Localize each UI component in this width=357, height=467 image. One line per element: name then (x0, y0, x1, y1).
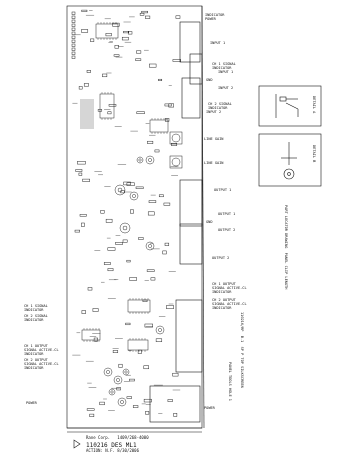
component-outline (173, 60, 181, 62)
output2-connector (180, 224, 202, 264)
component-outline (136, 59, 141, 61)
component-outline (79, 86, 82, 89)
capacitor-pad (123, 226, 127, 230)
component-outline (144, 366, 149, 369)
capacitor-pad (148, 244, 151, 247)
component-outline (123, 240, 127, 242)
capacitor-outline (115, 185, 125, 195)
component-outline (136, 187, 143, 189)
component-outline (121, 191, 125, 193)
header-pin (72, 20, 75, 23)
component-outline (166, 306, 173, 309)
component-outline (143, 300, 147, 302)
power-left-label: POWER (26, 401, 37, 405)
potentiometer-knob (172, 158, 180, 166)
capacitor-outline (114, 376, 122, 384)
component-outline (126, 323, 131, 325)
component-outline (113, 350, 118, 352)
component-outline (106, 33, 112, 36)
header-pin (72, 36, 75, 39)
capacitor-pad (125, 371, 127, 373)
component-outline (149, 201, 156, 203)
component-outline (147, 270, 154, 272)
ic-outline (82, 330, 100, 340)
capacitor-outline (123, 369, 129, 375)
component-outline (79, 173, 82, 175)
capacitor-pad (139, 159, 141, 161)
component-outline (117, 388, 121, 391)
component-outline (139, 237, 144, 239)
input2-low-label: INPUT 2 (206, 110, 222, 114)
component-outline (163, 251, 167, 254)
input1-top-label: INPUT 1 (210, 41, 226, 45)
capacitor-outline (130, 192, 138, 200)
header-pin (72, 40, 75, 43)
capacitor-outline (156, 326, 164, 334)
component-outline (140, 13, 144, 15)
capacitor-outline (137, 157, 143, 163)
header-pin (72, 16, 75, 19)
component-outline (138, 350, 141, 353)
header-pin (72, 48, 75, 51)
component-outline (165, 243, 169, 246)
ch1-output-indicator-right-label: CH 1 OUTPUT SIGNAL ACTIVE-CL INDICATOR (212, 282, 247, 294)
ch2-output-indicator-left-label: CH 2 OUTPUT SIGNAL ACTIVE-CL INDICATOR (24, 358, 59, 370)
capacitor-outline (146, 242, 154, 250)
capacitor-outline (120, 223, 130, 233)
component-outline (133, 406, 138, 408)
component-outline (75, 230, 80, 232)
ic-outline (150, 120, 168, 132)
capacitor-pad (158, 328, 161, 331)
board-outline (67, 6, 202, 428)
output2-mid-label: OUTPUT 2 (218, 228, 236, 232)
header-pin (72, 44, 75, 47)
title-block-company: Rane Corp. 1409/268-4000 (86, 435, 149, 440)
ch1-signal-indicator-label: CH 1 SIGNAL INDICATOR (212, 62, 236, 70)
capacitor-pad (120, 400, 123, 403)
component-outline (102, 74, 107, 77)
component-outline (176, 16, 180, 19)
output2-low-label: OUTPUT 2 (212, 256, 230, 260)
vertical-note-main: PART LOCATOR DRAWING PANEL CLIP LENGTH (284, 205, 288, 290)
component-outline (122, 37, 128, 40)
component-outline (151, 278, 155, 280)
component-outline (173, 373, 179, 376)
output1-top-label: OUTPUT 1 (214, 188, 232, 192)
component-outline (130, 277, 137, 280)
component-outline (164, 203, 170, 205)
component-outline (81, 30, 87, 33)
component-outline (171, 143, 177, 145)
capacitor-outline (104, 368, 112, 376)
component-outline (136, 51, 141, 53)
header-pin (72, 28, 75, 31)
line-gain-1-label: LINE GAIN (204, 137, 224, 141)
capacitor-pad (118, 188, 122, 192)
component-outline (83, 179, 90, 181)
ic-outline (128, 340, 148, 350)
component-outline (119, 364, 122, 367)
input1-mid-label: INPUT 1 (218, 70, 234, 74)
component-outline (144, 399, 151, 402)
component-outline (90, 414, 94, 417)
capacitor-pad (116, 378, 119, 381)
ch2-signal-indicator-label: CH 2 SIGNAL INDICATOR (208, 102, 232, 110)
power-right-label: POWER (204, 406, 215, 410)
header-pin (72, 56, 75, 59)
ch1-signal-indicator-left-label: CH 1 SIGNAL INDICATOR (24, 304, 48, 312)
header-pin (72, 24, 75, 27)
component-outline (127, 397, 132, 399)
component-outline (100, 402, 105, 405)
line-gain-2-label: LINE GAIN (204, 161, 224, 165)
input2-mid-label: INPUT 2 (218, 86, 234, 90)
component-outline (81, 223, 84, 227)
component-outline (108, 112, 111, 114)
component-outline (76, 170, 82, 172)
component-outline (145, 411, 149, 414)
component-outline (165, 104, 171, 106)
component-outline (108, 269, 113, 271)
header-pin (72, 12, 75, 15)
ch1-output-indicator-left-label: CH 1 OUTPUT SIGNAL ACTIVE-CL INDICATOR (24, 344, 59, 356)
ch2-output-indicator-right-label: CH 2 OUTPUT SIGNAL ACTIVE-CL INDICATOR (212, 298, 247, 310)
component-outline (137, 112, 145, 114)
component-outline (88, 288, 92, 291)
component-outline (82, 311, 86, 314)
component-outline (147, 141, 153, 143)
remote-connector (176, 300, 202, 372)
component-outline (145, 16, 150, 19)
component-outline (156, 339, 162, 342)
title-block-rev: ACTION: N.F. 8/30/2006 (86, 448, 139, 453)
component-outline (174, 413, 177, 416)
component-outline (101, 210, 105, 213)
component-outline (155, 150, 159, 152)
potentiometer-knob (172, 134, 180, 142)
component-outline (87, 70, 91, 72)
capacitor-pad (111, 391, 113, 393)
component-outline (87, 409, 94, 411)
component-outline (90, 39, 94, 42)
component-outline (130, 210, 133, 213)
component-outline (114, 55, 119, 57)
component-outline (168, 400, 173, 402)
title-block-drawing: 110216 DES ML1 (86, 442, 137, 449)
component-outline (142, 11, 148, 13)
detail-b-label: DETAIL B (312, 145, 316, 163)
vertical-note-pcb: 110216/RP B.1 SP P TOP SILKSCREEN (240, 312, 244, 388)
rane-logo-icon (74, 440, 80, 448)
detail-a-label: DETAIL A (312, 96, 316, 114)
component-outline (82, 10, 87, 12)
capacitor-pad (148, 158, 151, 161)
component-outline (106, 219, 112, 222)
capacitor-pad (132, 194, 135, 197)
component-outline (108, 248, 115, 251)
component-outline (93, 309, 98, 312)
component-outline (158, 79, 161, 81)
component-outline (109, 104, 116, 106)
component-outline (149, 64, 156, 67)
output1-mid-label: OUTPUT 1 (218, 212, 236, 216)
output1-connector (180, 180, 202, 226)
capacitor-outline (109, 389, 115, 395)
gnd-label-1: GND (206, 78, 213, 82)
component-outline (84, 84, 88, 87)
component-outline (104, 262, 110, 264)
ch2-signal-indicator-left-label: CH 2 SIGNAL INDICATOR (24, 314, 48, 322)
component-outline (77, 161, 85, 164)
gnd-label-2: GND (206, 220, 213, 224)
header-pin (72, 52, 75, 55)
component-outline (127, 260, 130, 262)
indicator-power-label: INDICATOR POWER (205, 13, 225, 21)
component-outline (159, 195, 163, 197)
capacitor-outline (146, 156, 154, 164)
header-pin (72, 32, 75, 35)
vertical-note-tools: PANEL TOOLS HOLE 1 (228, 362, 232, 401)
capacitor-outline (118, 398, 126, 406)
component-outline (80, 214, 86, 216)
capacitor-pad (106, 370, 109, 373)
component-outline (116, 242, 123, 244)
component-outline (130, 379, 135, 381)
component-outline (148, 212, 154, 215)
